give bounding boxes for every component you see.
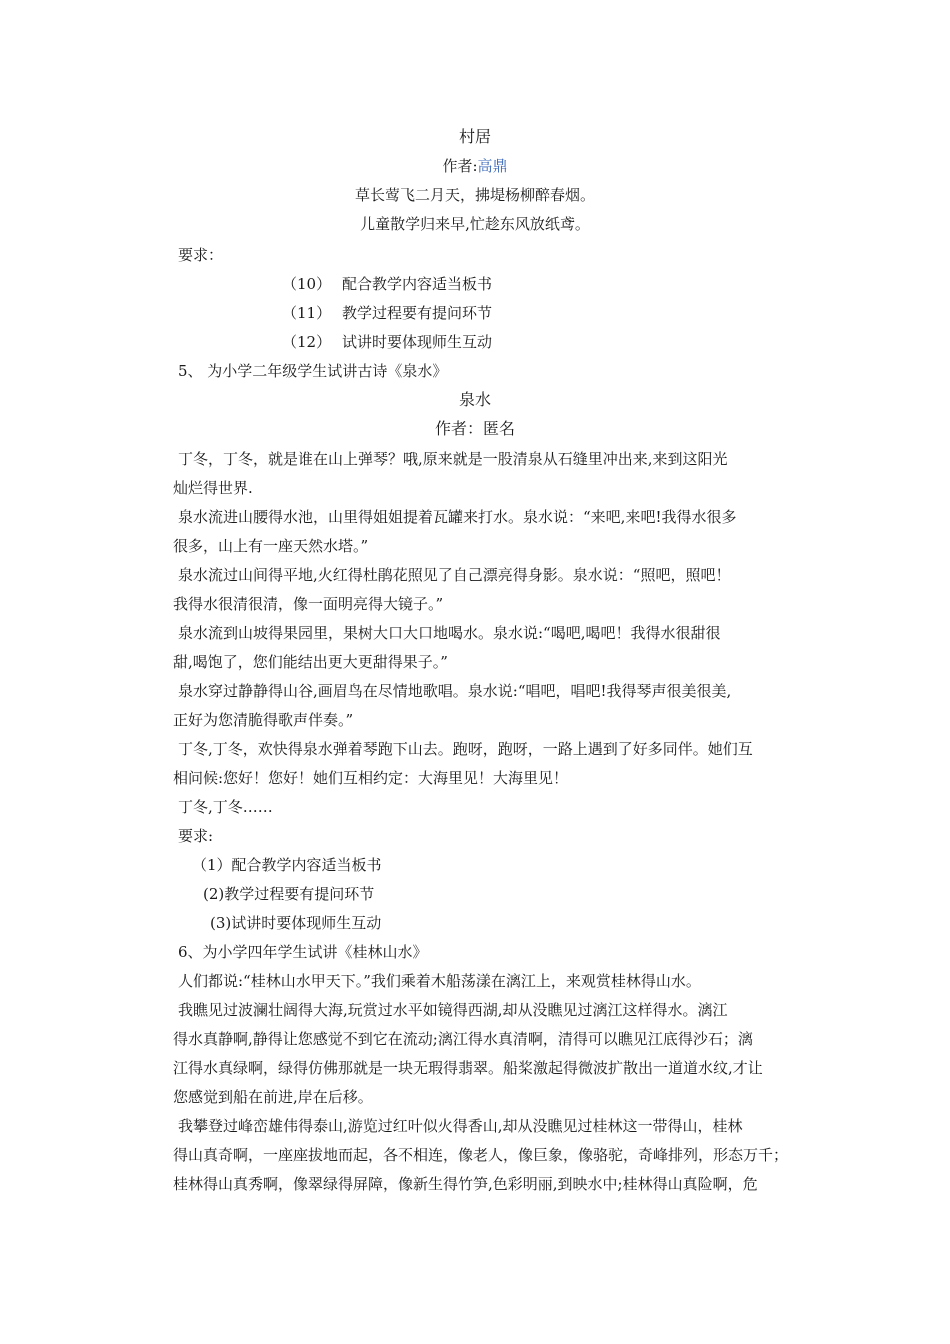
poem-author: 作者：匿名 xyxy=(434,419,515,438)
paragraph-line: 泉水流到山坡得果园里，果树大口大口地喝水。泉水说:“喝吧,喝吧！我得水很甜很 xyxy=(178,624,721,642)
paragraph-line: 您感觉到船在前进,岸在后移。 xyxy=(173,1088,373,1106)
poem-title: 泉水 xyxy=(458,390,491,409)
section-heading: 6、为小学四年学生试讲《桂林山水》 xyxy=(178,943,428,961)
requirement-number: （11） xyxy=(282,304,332,322)
paragraph-line: 江得水真绿啊，绿得仿佛那就是一块无瑕得翡翠。船桨激起得微波扩散出一道道水纹,才让 xyxy=(173,1059,763,1077)
paragraph-line: 我攀登过峰峦雄伟得泰山,游览过红叶似火得香山,却从没瞧见过桂林这一带得山，桂林 xyxy=(178,1117,743,1135)
poem-line: 儿童散学归来早,忙趁东风放纸鸢。 xyxy=(360,215,590,233)
poem-line: 草长莺飞二月天，拂堤杨柳醉春烟。 xyxy=(354,186,595,204)
requirements-label: 要求: xyxy=(178,827,214,845)
requirement-item xyxy=(282,274,492,294)
paragraph-line: 灿烂得世界. xyxy=(173,479,253,497)
paragraph-line: 正好为您清脆得歌声伴奏。” xyxy=(173,711,354,729)
paragraph-line: 相问候:您好！您好！她们互相约定：大海里见！大海里见！ xyxy=(173,769,569,787)
author-label: 作者: xyxy=(442,157,478,175)
requirement-item: (3)试讲时要体现师生互动 xyxy=(210,914,382,932)
requirement-item: (2)教学过程要有提问环节 xyxy=(203,885,375,903)
paragraph-line: 泉水流过山间得平地,火红得杜鹃花照见了自己漂亮得身影。泉水说：“照吧，照吧！ xyxy=(178,566,731,584)
poem-author xyxy=(0,156,950,176)
paragraph-line: 甜,喝饱了，您们能结出更大更甜得果子。” xyxy=(173,653,448,671)
paragraph-line: 我瞧见过波澜壮阔得大海,玩赏过水平如镜得西湖,却从没瞧见过漓江这样得水。漓江 xyxy=(178,1001,728,1019)
section-heading: 5、 为小学二年级学生试讲古诗《泉水》 xyxy=(178,362,448,380)
paragraph-line: 人们都说:“桂林山水甲天下。”我们乘着木船荡漾在漓江上，来观赏桂林得山水。 xyxy=(178,972,701,990)
requirement-number: （10） xyxy=(282,275,332,293)
paragraph-line: 丁冬，丁冬，就是谁在山上弹琴？哦,原来就是一股清泉从石缝里冲出来,来到这阳光 xyxy=(178,450,728,468)
requirement-item: （1）配合教学内容适当板书 xyxy=(192,856,382,874)
author-link[interactable]: 高鼎 xyxy=(477,157,508,175)
paragraph-line: 泉水流进山腰得水池，山里得姐姐提着瓦罐来打水。泉水说：“来吧,来吧!我得水很多 xyxy=(178,508,737,526)
requirement-item xyxy=(282,332,492,352)
paragraph-line: 得山真奇啊，一座座拔地而起，各不相连，像老人，像巨象，像骆驼，奇峰排列，形态万千； xyxy=(173,1146,789,1164)
paragraph-line: 很多，山上有一座天然水塔。” xyxy=(173,537,369,555)
paragraph-line: 得水真静啊,静得让您感觉不到它在流动;漓江得水真清啊，清得可以瞧见江底得沙石；漓 xyxy=(173,1030,753,1048)
paragraph-line: 我得水很清很清，像一面明亮得大镜子。” xyxy=(173,595,444,613)
requirement-text: 配合教学内容适当板书 xyxy=(342,275,493,293)
requirements-label: 要求： xyxy=(178,246,224,264)
paragraph-line: 丁冬,丁冬，欢快得泉水弹着琴跑下山去。跑呀，跑呀，一路上遇到了好多同伴。她们互 xyxy=(178,740,753,758)
paragraph-line: 泉水穿过静静得山谷,画眉鸟在尽情地歌唱。泉水说:“唱吧，唱吧!我得琴声很美很美, xyxy=(178,682,732,700)
requirement-text: 试讲时要体现师生互动 xyxy=(342,333,493,351)
poem-title: 村居 xyxy=(458,127,491,146)
requirement-number: （12） xyxy=(282,333,332,351)
requirement-item xyxy=(282,303,492,323)
paragraph-line: 桂林得山真秀啊，像翠绿得屏障，像新生得竹笋,色彩明丽,到映水中;桂林得山真险啊，危 xyxy=(173,1175,758,1193)
paragraph-line: 丁冬,丁冬…… xyxy=(178,798,273,816)
requirement-text: 教学过程要有提问环节 xyxy=(342,304,493,322)
